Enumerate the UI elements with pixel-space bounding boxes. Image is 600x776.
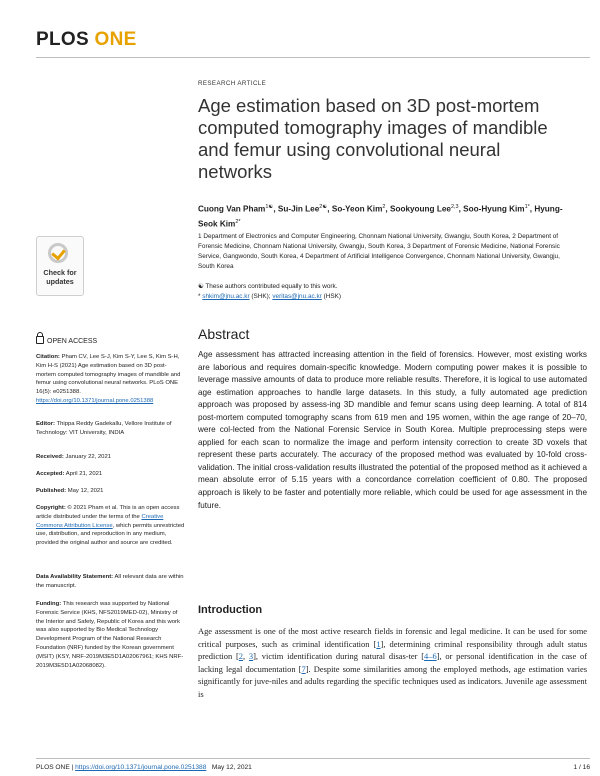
published-label: Published: — [36, 488, 67, 494]
open-access — [36, 335, 97, 345]
author-name[interactable]: Cuong Van Pham — [198, 204, 266, 214]
badge-line: updates — [46, 276, 74, 286]
data-label: Data Availability Statement: — [36, 574, 114, 580]
author-sup: 2* — [235, 218, 241, 225]
email-link[interactable]: shkim@jnu.ac.kr — [202, 293, 250, 300]
page-number: 1 / 16 — [573, 764, 590, 771]
journal-name-plos: PLOS — [36, 29, 89, 50]
footer-sep: | — [69, 764, 76, 771]
copyright-label: Copyright: — [36, 505, 66, 511]
accepted — [36, 470, 186, 479]
intro-text: ], victim identification during natural disas-ter [ — [253, 651, 425, 661]
correspondence-suffix: (HSK) — [321, 293, 341, 300]
page-footer — [36, 764, 590, 771]
check-for-updates-icon — [48, 243, 68, 263]
copyright-text: , which permits unrestricted use, distribution, and reproduction in any medium, provided the original author and source are credited. — [36, 522, 185, 547]
published — [36, 487, 186, 496]
equal-contribution-note: ☯ These authors contributed equally to this work. — [198, 283, 338, 290]
copyright — [36, 504, 186, 548]
correspondence-mid: (SHK); — [249, 293, 273, 300]
header-divider — [36, 57, 590, 58]
introduction-heading: Introduction — [198, 604, 263, 616]
author-name[interactable]: So-Yeon Kim — [331, 204, 383, 214]
author-name[interactable]: Sookyoung Lee — [389, 204, 451, 214]
author-sup: 1* — [524, 204, 530, 210]
introduction-body — [198, 625, 587, 700]
funding — [36, 600, 186, 670]
editor-text: Thippa Reddy Gadekallu, Vellore Institute of Technology: VIT University, INDIA — [36, 421, 172, 436]
footer-divider — [36, 758, 590, 759]
intro-text: ], determining criminal responsibility through adult status prediction [ — [198, 638, 588, 661]
journal-name-one: ONE — [94, 29, 137, 50]
citation-ref-link[interactable]: 7 — [301, 663, 306, 674]
citation-ref-link[interactable]: 2 — [238, 651, 244, 661]
data-text: All relevant data are within the manuscript. — [36, 574, 184, 589]
received-label: Received: — [36, 454, 64, 460]
badge-text — [37, 269, 83, 286]
data-availability — [36, 573, 186, 591]
author-name[interactable]: Hyung-Seok Kim — [198, 204, 563, 229]
funding-label: Funding: — [36, 601, 62, 607]
abstract-heading: Abstract — [198, 326, 250, 342]
author-sup: 2,3 — [450, 204, 459, 210]
abstract-body: Age assessment has attracted increasing attention in the field of forensics. However, most existing works are laborious and requires domain-specific knowledge. Modern computing power makes it is possible to leverage massive amounts of data to produce more reliable results. Therefore, it is logical to use automated age estimation approaches to handle large datasets. In this study, a fully automated age prediction approach was proposed by assess-ing 3D mandible and femur scans using deep learning. A total of 814 post-mortem computed tomography scans from 619 men and 195 women, within the age range of 20–70, were col-lected from the National Forensic Service in South Korea. Multiple preprocessing steps were applied for each scan to normalize the image and perform intensity correction to create 3D voxels that represent these parts accurately. The accuracy of the proposed method was evaluated by 10-fold cross-validation. The initial cross-validation results illustrated the potential of the proposed method as it achieved a mean absolute error of 5.15 years with a concordance correlation coefficient of 0.80. The proposed approach is likely to be faster and potentially more reliable, which could be used for age assessment in the future. — [198, 350, 587, 510]
funding-text: This research was supported by National Forensic Service (KHS, NFS2019MED-02), Ministry of the Interior and Safety, Republic of Korea and this work was also supported by Bio Medical Technology Development Program of the National Research Foundation (NRF) funded by the Korean government (MSIT) (KSY, NRF-2019M3E5D1A02067961; KHS NRF-2019M3E5D1A02068082). — [36, 601, 184, 669]
affiliations: 1 Department of Electronics and Computer Engineering, Chonnam National University, Gwangju, South Korea, 2 Department of Forensic Medicine, Chonnam National University, Gwangju, South Korea, 3 Department of Forensic Medicine, National Forensic Service, Gangwondo, South Korea, 4 Department of Artificial Intelligence Convergence, Chonnam National University, Gwangju, South Korea — [198, 233, 560, 270]
citation-ref-link[interactable]: 4–6 — [424, 651, 437, 661]
published-date: May 12, 2021 — [67, 488, 104, 494]
author-list: Cuong Van Pham$^{1☯}$, Su-Jin Lee$^{2☯}$, So-Yeon Kim$^2$, Sookyoung Lee$^{2,3}$, Soo-Hyung Kim$^{1*}$, Hyung-Seok Kim$^{2*}$ — [198, 204, 563, 229]
footer-journal: PLOS ONE — [36, 764, 70, 771]
author-name[interactable]: Soo-Hyung Kim — [463, 204, 525, 214]
author-sup: 2 — [382, 204, 386, 210]
author-sup: 1☯ — [265, 204, 274, 210]
footer-date: May 12, 2021 — [211, 764, 252, 771]
intro-text: ]. Despite some similarities among the employed methods, age estimation varies significantly for juve-niles and adults regarding the specific techniques used as indicators. Juvenile age assessment is — [198, 663, 588, 699]
author-sup: 2☯ — [319, 204, 328, 210]
citation-doi-link[interactable]: https://doi.org/10.1371/journal.pone.0251388 — [36, 397, 154, 404]
email-link[interactable]: veritas@jnu.ac.kr — [272, 293, 322, 300]
journal-logo[interactable] — [36, 29, 137, 51]
citation-ref-link[interactable]: 3 — [248, 651, 254, 661]
citation-ref-link[interactable]: 1 — [376, 638, 381, 649]
editor — [36, 420, 186, 438]
author-name[interactable]: Su-Jin Lee — [277, 204, 320, 214]
open-access-lock-icon — [36, 336, 44, 344]
received-date: January 22, 2021 — [65, 454, 112, 460]
correspondence — [198, 292, 578, 302]
article-type: RESEARCH ARTICLE — [198, 80, 267, 87]
accepted-date: April 21, 2021 — [65, 471, 103, 477]
citation — [36, 353, 186, 406]
check-for-updates-badge[interactable] — [36, 236, 84, 296]
license-link[interactable]: Creative Commons Attribution License — [36, 513, 164, 529]
footer-doi-link[interactable]: https://doi.org/10.1371/journal.pone.0251388 — [75, 764, 207, 771]
copyright-text: © 2021 Pham et al. This is an open access article distributed under the terms of the — [36, 505, 180, 520]
accepted-label: Accepted: — [36, 471, 65, 477]
received — [36, 453, 186, 462]
article-title: Age estimation based on 3D post-mortem computed tomography images of mandible and femur using convolutional neural networks — [198, 95, 548, 182]
open-access-label: OPEN ACCESS — [47, 338, 98, 345]
editor-label: Editor: — [36, 421, 55, 427]
intro-text: , — [243, 651, 249, 661]
intro-text: ], or personal identification in the case of lacking legal documentation [ — [198, 651, 588, 674]
badge-line: Check for — [43, 268, 77, 277]
citation-text: Pham CV, Lee S-J, Kim S-Y, Lee S, Kim S-H, Kim H-S (2021) Age estimation based on 3D post-mortem computed tomography images of mandible and femur using convolutional neural networks. PLoS ONE 16(5): e0251388. — [36, 354, 181, 396]
intro-text: Age assessment is one of the most active research fields in forensic and legal medicine. It can be used for some critical purposes, such as criminal identification [ — [198, 626, 587, 649]
citation-label: Citation: — [36, 354, 60, 360]
correspondence-prefix: * — [198, 293, 203, 300]
